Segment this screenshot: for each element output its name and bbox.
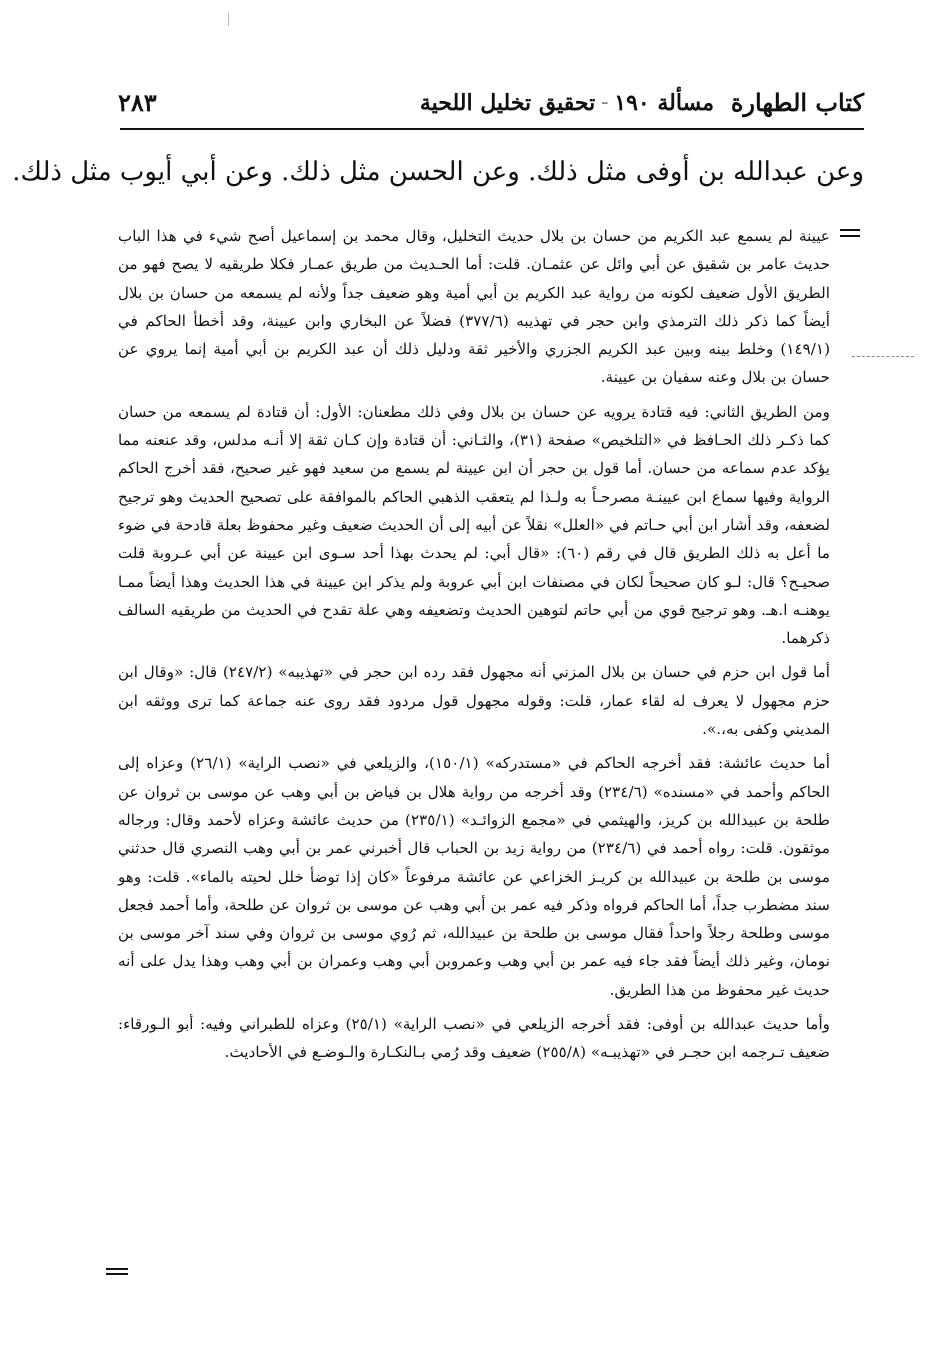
footnote-paragraph: وأما حديث عبدالله بن أوفى: فقد أخرجه الزيلعي في «نصب الراية» (٢٥/١) وعزاه للطبراني وفيه: أبو الـورقاء: ضعيف تـرجمه ابن حجـر في «تهذيبـه» (٢٥٥/٨) ضعيف وقد رُمي بـالنكـارة والـوضـع في الأحاديث.: [118, 1015, 830, 1062]
footnotes: [118, 222, 830, 1073]
footnote-paragraph: أما قول ابن حزم في حسان بن بلال المزني أنه مجهول فقد رده ابن حجر في «تهذيبه» (٢٤٧/٢) قال: «وقال ابن حزم مجهول لا يعرف له لقاء عمار، قلت: وقوله مجهول قول مردود فقد روى عنه جماعة كما ترى ووثقه ابن المديني وكفى به،.».: [118, 663, 830, 739]
issue-label: مسألة ١٩٠: [614, 90, 714, 116]
header-rule: [120, 128, 864, 130]
continuation-mark-bottom: [106, 1268, 128, 1278]
scan-mark: [228, 12, 229, 26]
issue-title: تحقيق تخليل اللحية: [419, 90, 596, 116]
running-header: [118, 88, 864, 124]
footnote-paragraph: ومن الطريق الثاني: فيه قتادة يرويه عن حسان بن بلال وفي ذلك مطعنان: الأول: أن قتادة لم يسمعه من حسان كما ذكـر ذلك الحـافظ في «التلخيص» صفحة (٣١)، والثـاني: أن قتادة وإن كـان ثقة إلا أنـه مدلس، وقد عنعنه مما يؤكد عدم سماعه من حسان. أما قول بن حجر أن ابن عيينة لم يسمع من سعيد فهو غير صحيح، فقد أخرج الحاكم الرواية وفيها سماع ابن عيينـة مصرحـاً به ولـذا لم يتعقب الذهبي الحاكم بالموافقة على تصحيح الحديث وهو ترجيح لضعفه، وقد أشار ابن أبي حـاتم في «العلل» نقلاً عن أبيه إلى أن الحديث ضعيف وغير محفوظ بعلة قادحة في ضوء ما أعل به ذلك الطريق قال في رقم (٦٠): «قال أبي: لم يحدث بهذا أحد سـوى ابن عيينة عن أبي عـروبة قلت صحيـح؟ قال: لـو كان صحيحاً لكان في مصنفات ابن أبي عروبة ولم يذكر ابن عيينة في هذا الحديث وهذا أيضاً ممـا يوهنـه ا.هـ. وهو ترجيح قوي من أبي حاتم لتوهين الحديث وتضعيفه وهي علة تقدح في الحديث من طريقيه السالف ذكرهما.: [118, 402, 830, 648]
margin-dash: [852, 356, 914, 357]
main-text: وعن عبدالله بن أوفى مثل ذلك. وعن الحسن مثل ذلك. وعن أبي أيوب مثل ذلك.: [12, 157, 864, 187]
issue-heading: [420, 90, 714, 116]
header-separator: –: [601, 95, 609, 111]
footnote-paragraph: أما حديث عائشة: فقد أخرجه الحاكم في «مستدركه» (١٥٠/١)، والزيلعي في «نصب الراية» (٢٦/١) وعزاه إلى الحاكم وأحمد في «مسنده» (٢٣٤/٦) وقد أخرجه من رواية هلال بن فياض بن أبي وهب عن موسى بن ثروان عن طلحة بن عبيدالله بن كريز، والهيثمي في «مجمع الزوائـد» (٢٣٥/١) من حديث عائشة وعزاه لأحمد وقال: ورجاله موثقون. قلت: رواه أحمد في (٢٣٤/٦) من رواية زيد بن الحباب قال أخبرني عمر بن أبي وهب النصري قال حدثني موسى بن طلحة بن عبيدالله بن كريـز الخزاعي عن عائشة مرفوعاً «كان إذا توضأ خلل لحيته بالماء». قلت: وهو سند مضطرب جداً، أما الحاكم فرواه وذكر فيه عمر بن أبي وهب عن موسى بن ثروان عن طلحة، وأما أحمد فجعل موسى وطلحة رجلاً واحداً فقال موسى بن طلحة بن عبيدالله، ثم رُوي موسى بن ثروان وفي سند آخر موسى بن نومان، وغير ذلك أيضاً فقد جاء فيه عمر بن أبي وهب وعمروبن أبي وهب وعمران بن أبي وهب وهذا يدل على أنه حديث غير محفوظ من هذا الطريق.: [118, 754, 831, 999]
page-number: ٢٨٣: [118, 88, 157, 117]
footnote-paragraph: عيينة لم يسمع عبد الكريم من حسان بن بلال حديث التخليل، وقال محمد بن إسماعيل أصح شيء في هذا الباب حديث عامر بن شقيق عن أبي وائل عن عثمـان. قلت: أما الحـديث من طريق عمـار فكلا طريقيه لا يصح فهو من الطريق الأول ضعيف لكونه من رواية عبد الكريم بن أبي أمية وهو ضعيف جداً ولأنه لم يسمعه من حسان بن بلال أيضاً كما ذكر ذلك الترمذي وابن حجر في تهذيبه (٣٧٧/٦) فضلاً عن البخاري وابن عيينة، وقد أخطأ الحاكم في (١٤٩/١) وخلط بينه وبين عبد الكريم الجزري والأخير ثقة ودليل ذلك أن عبد الكريم بن أبي أمية إنما يروي عن حسان بن بلال وعنه سفيان بن عيينة.: [118, 227, 830, 387]
continuation-mark: [840, 229, 860, 243]
book-title: كتاب الطهارة: [730, 88, 864, 117]
